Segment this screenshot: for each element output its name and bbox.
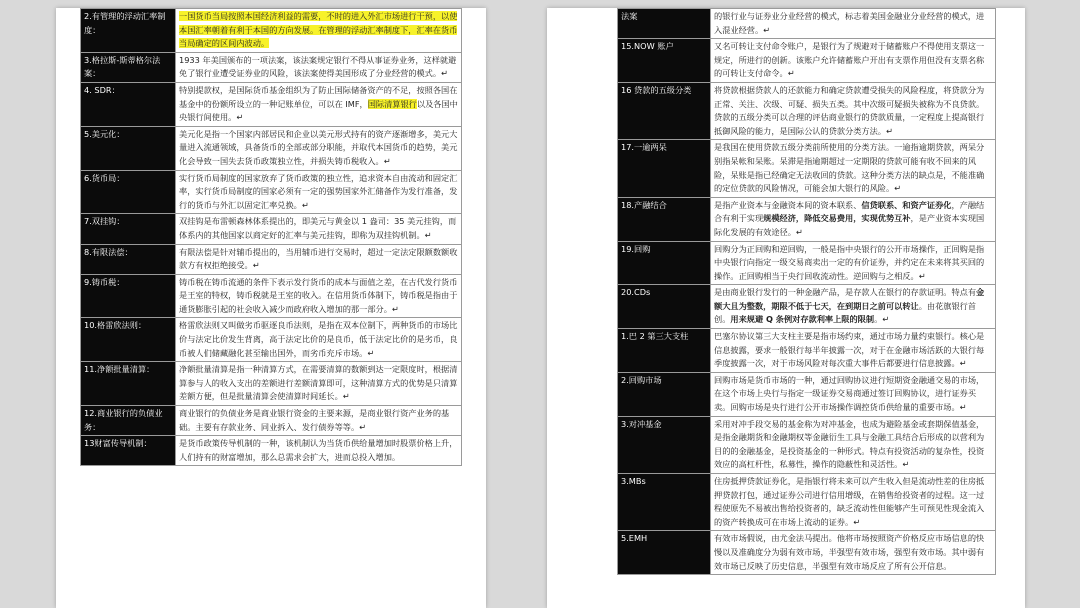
definition-text: 实行货币局制度的国家放弃了货币政策的独立性，追求资本自由流动和固定汇率，实行货币局制度的国家必须有一定的强势国家外汇储备作为发行准备，发行的货币与外汇以固定汇率兑换。↵ — [179, 172, 458, 210]
definition-text: 商业银行的负债业务是商业银行资金的主要来源，是商业银行资产业务的基础。主要有存款业务、同业拆入、发行债券等等。↵ — [179, 408, 450, 432]
term-cell: 10.格雷欣法则： — [81, 318, 176, 362]
definition-text: 巴塞尔协议第三大支柱主要是指市场约束，通过市场力量约束银行。核心是信息披露，要求一般银行每半年披露一次，对于在金融市场活跃的大银行每季度披露一次，对于市场风险对每次重大事件后都要进行信息披露。↵ — [714, 331, 985, 369]
term-cell: 19.回购 — [618, 241, 711, 285]
right-document-page — [547, 8, 1025, 608]
table-row — [81, 274, 462, 318]
table-row — [81, 406, 462, 436]
term-cell: 9.铸币税： — [81, 274, 176, 318]
definition-cell — [176, 126, 462, 170]
definition-cell — [176, 170, 462, 214]
table-row — [618, 9, 996, 39]
table-row — [618, 474, 996, 531]
term-cell: 11.净额批量清算： — [81, 362, 176, 406]
definition-cell — [176, 244, 462, 274]
definition-text: 格雷欣法则又叫做劣币驱逐良币法则，是指在双本位制下，两种货币的市场比价与法定比价发生背离，高于法定比价的是良币，低于法定比价的是劣币，良币被人们储藏融化甚至输出国外，而劣币充斥市场。↵ — [179, 320, 458, 358]
definition-text: 的银行业与证券业分业经营的模式，标志着美国金融业分业经营的模式，进入混业经营。↵ — [714, 11, 985, 35]
table-row — [81, 52, 462, 82]
definition-text: 。由花旗银行首创。 — [714, 300, 977, 325]
term-cell: 20.CDs — [618, 285, 711, 329]
definition-text: 是由商业银行发行的一种金融产品，是存款人在银行的存款证明。特点有 — [714, 287, 977, 298]
table-row — [81, 244, 462, 274]
definition-cell — [711, 372, 996, 416]
table-row — [618, 241, 996, 285]
definition-text: 是货币政策传导机制的一种，该机制认为当货币供给量增加时股票价格上升，人们持有的财富增加，那么总需求会扩大，进而总投入增加。 — [179, 438, 458, 462]
definition-cell — [176, 436, 462, 466]
term-cell: 6.货币局： — [81, 170, 176, 214]
definition-cell — [711, 241, 996, 285]
definition-cell — [711, 416, 996, 473]
table-row — [618, 39, 996, 83]
definition-cell — [176, 214, 462, 244]
term-cell: 5.美元化： — [81, 126, 176, 170]
table-row — [618, 285, 996, 329]
definition-cell — [711, 39, 996, 83]
term-cell: 12.商业银行的负债业务： — [81, 406, 176, 436]
definition-cell — [176, 406, 462, 436]
definition-text: 特别提款权，是国际货币基金组织为了防止国际储备资产的不足，按照各国在基金中的份额所设立的一种记账单位，可以在 IMF， — [179, 84, 458, 109]
terms-table-left — [80, 8, 462, 466]
left-document-page — [56, 8, 486, 608]
term-cell: 法案 — [618, 9, 711, 39]
definition-text: 净额批量清算是指一种清算方式，在需要清算的数额到达一定限度时，根据清算参与人的收入支出的差额进行差额清算即可，这种清算方式的优势是只清算差额方便，但是批量清算会使清算时间延长。↵ — [179, 364, 458, 402]
term-cell: 4. SDR： — [81, 82, 176, 126]
definition-text: 是我国在使用贷款五级分类前所使用的分类方法。一逾指逾期贷款，两呆分别指呆帐和呆账。呆滞是指逾期超过一定期限的贷款可能有收不回来的风险，呆账是指已经确定无法收回的贷款。这种分类方法的缺点是，不能准确的定位贷款的风险情况，可能会加大银行的风险。↵ — [714, 142, 985, 194]
definition-cell — [711, 197, 996, 241]
term-cell: 3.对冲基金 — [618, 416, 711, 473]
table-row — [618, 372, 996, 416]
definition-cell — [176, 9, 462, 53]
definition-cell — [711, 285, 996, 329]
term-cell: 7.双挂钩： — [81, 214, 176, 244]
definition-cell — [711, 9, 996, 39]
table-row — [81, 82, 462, 126]
definition-text: 。↵ — [874, 314, 890, 325]
definition-cell — [176, 318, 462, 362]
definition-text: 铸币税在铸币流通的条件下表示发行货币的成本与面值之差，在古代发行货币是王室的特权，铸币税就是王室的收入。在信用货币体制下，铸币税是指由于通货膨胀引起的社会收入减少而政府收入增加的那一部分。↵ — [179, 276, 458, 314]
table-row — [618, 140, 996, 197]
table-row — [618, 329, 996, 373]
definition-text: 国际清算银行 — [367, 98, 417, 109]
definition-text: 采用对冲手段交易的基金称为对冲基金，也成为避险基金或套期保值基金，是指金融期货和金融期权等金融衍生工具与金融工具结合后形成的以营利为目的的金融基金，是投资基金的一种形式。特点有投资活动的复杂性，投资效应的高杠杆性，私募性，操作的隐蔽性和灵活性。↵ — [714, 418, 985, 470]
term-cell: 5.EMH — [618, 531, 711, 575]
table-row — [618, 531, 996, 575]
definition-cell — [711, 531, 996, 575]
table-row — [81, 170, 462, 214]
definition-text: 以及各国中央银行间使用。↵ — [179, 98, 458, 123]
term-cell: 2.回购市场 — [618, 372, 711, 416]
table-row — [81, 214, 462, 244]
term-cell: 8.有限法偿： — [81, 244, 176, 274]
table-row — [618, 197, 996, 241]
definition-text: 一国货币当局按照本国经济利益的需要，不时的进入外汇市场进行干预，以使本国汇率朝着有利于本国的方向发展。在管理的浮动汇率制度下，汇率在货币当局确定的区间内波动。 — [179, 11, 458, 49]
term-cell: 15.NOW 账户 — [618, 39, 711, 83]
definition-text: 回购市场是货币市场的一种，通过回购协议进行短期资金融通交易的市场，在这个市场上央行与指定一级证券交易商通过签订回购协议，进行证券买卖。回购市场是央行进行公开市场操作调控货币供给量的重要市场。↵ — [714, 374, 985, 413]
definition-cell — [176, 82, 462, 126]
definition-text: 有限法偿是针对辅币提出的，当用辅币进行交易时，超过一定法定限额数额收款方有权拒绝接受。↵ — [179, 246, 458, 271]
definition-text: 信贷联系、和资产证券化 — [861, 199, 952, 210]
term-cell: 3.格拉斯-斯蒂格尔法案： — [81, 52, 176, 82]
terms-table-right — [617, 8, 996, 575]
table-row — [618, 82, 996, 139]
term-cell: 3.MBs — [618, 474, 711, 531]
definition-text: 将贷款根据贷款人的还款能力和确定贷款遭受损失的风险程度，将贷款分为正常、关注、次级、可疑、损失五类。其中次级可疑损失被称为不良贷款。贷款的五级分类可以合理的评估商业银行的贷款质量，一定程度上提高银行抵御风险的能力，是国际公认的贷款分类方法。↵ — [714, 84, 985, 136]
definition-cell — [176, 362, 462, 406]
definition-cell — [711, 82, 996, 139]
term-cell: 16 贷款的五级分类 — [618, 82, 711, 139]
term-cell: 17.一逾两呆 — [618, 140, 711, 197]
term-cell: 18.产融结合 — [618, 197, 711, 241]
definition-text: 回购分为正回购和逆回购，一般是指中央银行的公开市场操作，正回购是指中央银行向指定一级交易商卖出一定的有价证券，并约定在未来将其买回的操作。正回购相当于央行回收流动性。逆回购与之相反。↵ — [714, 243, 985, 281]
term-cell: 1.巴 2 第三大支柱 — [618, 329, 711, 373]
definition-text: 又名可转让支付命令账户，是银行为了规避对于储蓄账户不得使用支票这一规定，所进行的创新。该账户允许储蓄账户开出有支票作用但没有支票名称的可转让支付命令。↵ — [714, 41, 985, 79]
definition-text: 美元化是指一个国家内部居民和企业以美元形式持有的资产逐渐增多，美元大量进入流通领域，具备货币的全部或部分职能，并取代本国货币的趋势，美元化会导致一国失去货币政策独立性，并损失铸币税收入。↵ — [179, 128, 458, 166]
definition-text: ，是产业资本实现国际化发展的有效途径。↵ — [714, 213, 985, 237]
definition-cell — [711, 140, 996, 197]
definition-cell — [176, 274, 462, 318]
definition-text: 规模经济，降低交易费用，实现优势互补 — [763, 213, 911, 224]
table-row — [81, 362, 462, 406]
definition-text: ，产融结合有利于实现 — [714, 199, 985, 224]
table-row — [81, 9, 462, 53]
definition-cell — [176, 52, 462, 82]
definition-text: 1933 年美国颁布的一项法案，该法案规定银行不得从事证券业务，这样就避免了银行业遭受证券业的风险，该法案使得美国形成了分业经营的模式。↵ — [179, 54, 457, 79]
term-cell: 2.有管理的浮动汇率制度： — [81, 9, 176, 53]
table-row — [81, 436, 462, 466]
definition-text: 双挂钩是布雷顿森林体系提出的，即美元与黄金以 1 盎司：35 美元挂钩，而体系内的其他国家以商定好的汇率与美元挂钩，即称为双挂钩机制。↵ — [179, 216, 457, 240]
definition-text: 是指产业资本与金融资本间的资本联系、 — [714, 199, 862, 210]
table-row — [81, 126, 462, 170]
definition-text: 住房抵押贷款证券化，是指银行将未来可以产生收入但是流动性差的住房抵押贷款打包，通过证券公司进行信用增级，在销售给投资者的过程。这一过程使原先不易被出售给投资者的，缺乏流动性但能够产生可预见性现金流入的资产转换成可在市场上流动的证券。↵ — [714, 476, 985, 527]
definition-text: 用来规避 Q 条例对存款利率上限的限制 — [730, 314, 875, 325]
table-row — [618, 416, 996, 473]
definition-cell — [711, 329, 996, 373]
table-row — [81, 318, 462, 362]
definition-text: 金额大且为整数，期限不低于七天，在到期日之前可以转让 — [714, 287, 985, 311]
definition-text: 有效市场假说，由尤金法马提出。他将市场按照资产价格反应市场信息的快慢以及准确度分为弱有效市场，半强型有效市场，强型有效市场。其中弱有效市场已反映了历史信息，半强型有效市场反应了所有公开信息。 — [714, 533, 985, 571]
term-cell: 13财富传导机制： — [81, 436, 176, 466]
definition-cell — [711, 474, 996, 531]
